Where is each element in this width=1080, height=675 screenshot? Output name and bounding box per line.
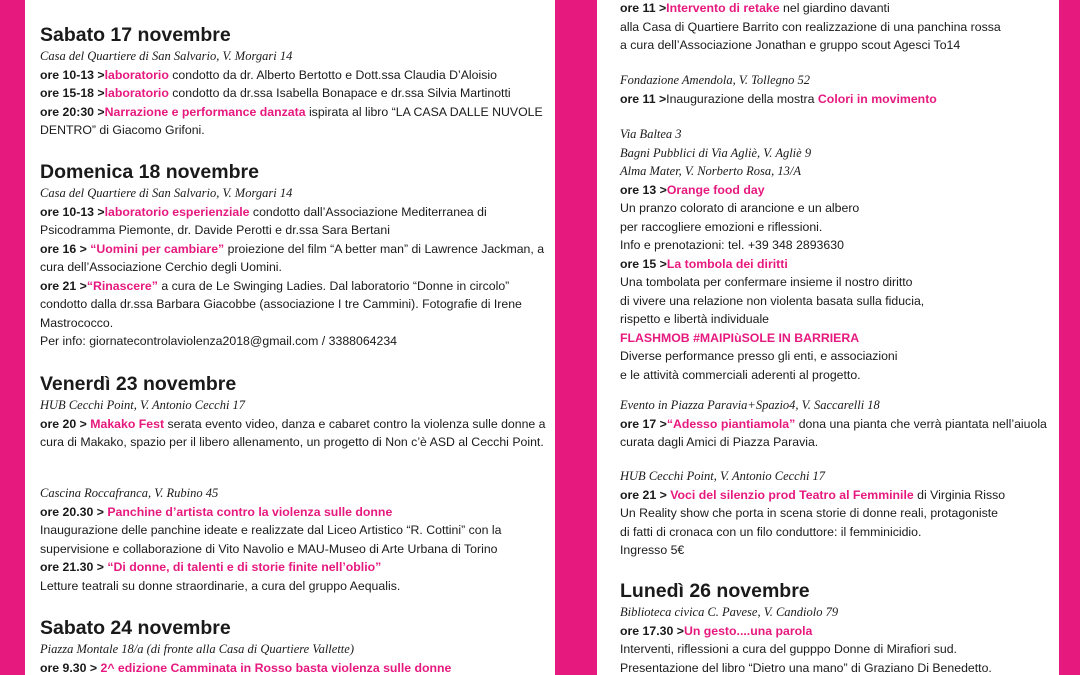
event-title: Intervento di retake [666,1,780,15]
event-time: ore 20.30 > [40,504,108,519]
day-heading: Sabato 24 novembre [40,617,231,639]
event-time: ore 11 > [620,1,667,15]
venue: Alma Mater, V. Norberto Rosa, 13/A [620,164,802,178]
event-desc: condotto da dr.ssa Isabella Bonapace e dr.ssa Silvia Martinotti [168,86,511,100]
event [620,255,1055,274]
event-desc: ispirata al libro “LA CASA DALLE NUVOLE DENTRO” di Giacomo Grifoni. [40,104,543,137]
event-title: “Uomini per cambiare” [90,241,225,256]
event [620,622,1055,641]
event-time: ore 20:30 > [40,104,105,119]
section-baltea [620,125,1055,384]
section-retake [620,0,1055,55]
event-body-line: e le attività commerciali aderenti al progetto. [620,367,861,382]
event-body-line: Info e prenotazioni: tel. +39 348 2893630 [620,238,844,252]
section-sabato-24 [40,617,550,675]
event-title: laboratorio esperienziale [104,204,250,219]
event-title: Panchine d’artista contro la violenza sulle donne [107,504,393,519]
event [40,558,550,577]
event [620,486,1055,505]
event-body-line: a cura dell’Associazione Jonathan e gruppo scout Agesci To14 [620,38,961,52]
venue: Cascina Roccafranca, V. Rubino 45 [40,486,219,500]
right-page [597,0,1059,675]
day-heading: Domenica 18 novembre [40,161,259,183]
event-title: Narrazione e performance danzata [104,104,306,119]
event [620,90,1055,109]
event [40,84,550,103]
event [620,0,1055,18]
event-body-line: Presentazione del libro “Dietro una mano” di Graziano Di Benedetto. [620,660,992,675]
venue: HUB Cecchi Point, V. Antonio Cecchi 17 [620,469,826,483]
venue: Biblioteca civica C. Pavese, V. Candiolo 79 [620,605,839,619]
event-title: Voci del silenzio prod Teatro al Femminile [670,487,914,502]
event-body-line: alla Casa di Quartiere Barrito con realizzazione di una panchina rossa [620,19,1001,34]
venue: HUB Cecchi Point, V. Antonio Cecchi 17 [40,398,246,412]
flashmob-title: FLASHMOB #MAIPIùSOLE IN BARRIERA [620,330,860,345]
event-body-line: Ingresso 5€ [620,543,685,557]
event [620,415,1055,452]
event [40,659,550,675]
event-body-line: Un Reality show che porta in scena storie di donne reali, protagoniste [620,506,999,520]
event-title: Un gesto....una parola [683,623,813,638]
event-desc: serata evento video, danza e cabaret contro la violenza sulle donne a cura di Makako, spazio per il libero allenamento, un progetto di Non c’è ASD al Cecchi Point. [40,416,546,449]
day-heading: Sabato 17 novembre [40,24,231,46]
event-time: ore 10-13 > [40,67,105,82]
event-desc: condotto dall’Associazione Mediterranea di Psicodramma Piemonte, dr. Davide Perotti e dr.ssa Sara Bertani [40,204,487,237]
event-time: ore 21 > [620,487,671,502]
event-time: ore 15 > [620,256,667,271]
section-domenica-18 [40,161,550,351]
event-time: ore 15-18 > [40,86,105,100]
event-time: ore 20 > [40,416,91,431]
event-time: ore 16 > [40,241,91,256]
venue: Evento in Piazza Paravia+Spazio4, V. Saccarelli 18 [620,398,880,412]
event-title: La tombola dei diritti [666,256,788,271]
left-page [25,0,555,675]
event [40,240,550,277]
event-desc: dona una pianta che verrà piantata nell’aiuola curata dagli Amici di Piazza Paravia. [620,416,1047,449]
event-title: Orange food day [666,182,765,197]
event-body: Letture teatrali su donne straordinarie, a cura del gruppo Aequalis. [40,578,401,593]
venue: Bagni Pubblici di Via Agliè, V. Agliè 9 [620,145,812,160]
event-body-line: Interventi, riflessioni a cura del gupppo Donne di Mirafiori sud. [620,642,957,656]
event-body-line: Diverse performance presso gli enti, e associazioni [620,349,898,363]
venue: Via Baltea 3 [620,127,682,141]
event-title: “Di donne, di talenti e di storie finite nell’oblio” [107,560,382,574]
event-time: ore 13 > [620,182,667,197]
event-time: ore 21.30 > [40,560,108,574]
event [40,203,550,240]
info-contact: Per info: giornatecontrolaviolenza2018@gmail.com / 3388064234 [40,334,398,348]
event-desc: nel giardino davanti [779,1,890,15]
event [40,277,550,333]
venue: Casa del Quartiere di San Salvario, V. Morgari 14 [40,186,293,200]
event-desc: Inaugurazione della mostra [666,91,818,106]
section-cecchi-21 [620,467,1055,560]
event-body-line: di fatti di cronaca con un filo conduttore: il femminicidio. [620,524,922,539]
day-heading: Venerdì 23 novembre [40,373,237,395]
event-desc: di Virginia Risso [913,487,1006,502]
event-time: ore 11 > [620,91,667,106]
event-title: “Rinascere” [86,278,158,293]
venue: Piazza Montale 18/a (di fronte alla Casa di Quartiere Vallette) [40,642,354,656]
event-body-line: Una tombolata per confermare insieme il nostro diritto [620,275,913,289]
section-roccafranca [40,484,550,595]
event-body: Inaugurazione delle panchine ideate e realizzate dal Liceo Artistico “R. Cottini” con la supervisione e collaborazione di Vito Navolio e MAU-Museo di Arte Urbana di Torino [40,523,502,556]
event [40,503,550,522]
day-heading: Lunedì 26 novembre [620,580,810,602]
event-title: laboratorio [104,86,169,100]
section-sabato-17 [40,24,550,140]
event-body-line: rispetto e libertà individuale [620,312,770,326]
venue: Fondazione Amendola, V. Tollegno 52 [620,73,811,87]
event-time: ore 10-13 > [40,204,105,219]
event-title: 2^ edizione Camminata in Rosso basta violenza sulle donne [100,660,452,675]
event-desc: a cura de Le Swinging Ladies. Dal laboratorio “Donne in circolo” condotto dalla dr.ssa Barbara Giacobbe (associazione I tre Cammini). Fotografie di Irene Mastrococco. [40,278,522,330]
event [40,66,550,85]
event-time: ore 17 > [620,416,667,431]
section-lunedi-26 [620,580,1055,675]
event-body-line: di vivere una relazione non violenta basata sulla fiducia, [620,293,925,308]
event [40,415,550,452]
event-title: Makako Fest [90,416,165,431]
event [620,181,1055,200]
event [40,103,550,140]
section-venerdi-23 [40,373,550,452]
event-desc: proiezione del film “A better man” di Lawrence Jackman, a cura dell’Associazione Cerchio degli Uomini. [40,241,545,274]
event-body-line: Un pranzo colorato di arancione e un albero [620,201,860,215]
venue: Casa del Quartiere di San Salvario, V. Morgari 14 [40,49,293,63]
event-time: ore 17.30 > [620,623,684,638]
event-desc: condotto da dr. Alberto Bertotto e Dott.ssa Claudia D’Aloisio [168,67,497,82]
event-title: “Adesso piantiamola” [666,416,796,431]
event-body-line: per raccogliere emozioni e riflessioni. [620,219,823,234]
event-title: Colori in movimento [817,91,937,106]
event-title: laboratorio [104,67,169,82]
event-time: ore 9.30 > [40,660,101,675]
section-amendola [620,71,1055,108]
event-time: ore 21 > [40,278,87,293]
section-paravia [620,396,1055,452]
